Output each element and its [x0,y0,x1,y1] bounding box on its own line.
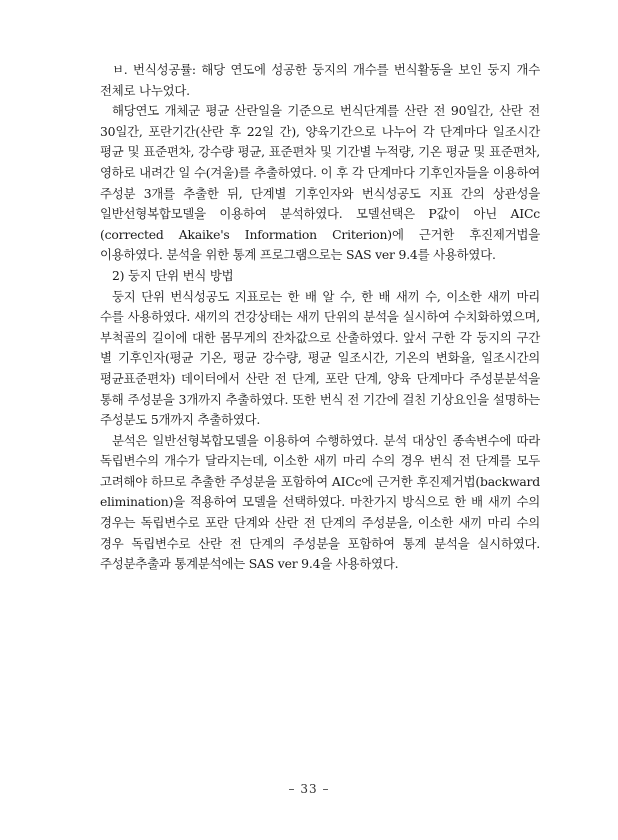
page-number: – 33 – [288,782,330,796]
paragraph-breeding-success-rate: ㅂ. 번식성공률: 해당 연도에 성공한 둥지의 개수를 번식활동을 보인 둥지 개수 전체로 나누었다. [100,62,540,98]
document-body [100,60,540,575]
section-heading-nest-level-method: 2) 둥지 단위 번식 방법 [112,267,234,283]
paragraph-nest-level-indices: 둥지 단위 번식성공도 지표로는 한 배 알 수, 한 배 새끼 수, 이소한 새끼 마리 수를 사용하였다. 새끼의 건강상태는 새끼 단위의 분석을 실시하여 수치화하였으며, 부척골의 길이에 대한 몸무게의 잔차값으로 산출하였다. 앞서 구한 각 둥지의 구간 별 기후인자(평균 기온, 평균 강수량, 평균 일조시간, 기온의 변화율, 일조시간의 평균표준편차) 데이터에서 산란 전 단계, 포란 단계, 양육 단계마다 주성분분석을 통해 주성분을 3개까지 추출하였다. 또한 번식 전 기간에 걸친 기상요인을 설명하는 주성분도 5개까지 추출하였다. [100,288,540,428]
paragraph-analysis-model: 분석은 일반선형복합모델을 이용하여 수행하였다. 분석 대상인 종속변수에 따라 독립변수의 개수가 달라지는데, 이소한 새끼 마리 수의 경우 번식 전 단계를 모두 고려해야 하므로 추출한 주성분을 포함하여 AICc에 근거한 후진제거법(backward elimination)을 적용하여 모델을 선택하였다. 마찬가지 방식으로 한 배 새끼 수의 경우는 독립변수로 포란 단계와 산란 전 단계의 주성분을, 이소한 새끼 마리 수의 경우 독립변수로 산란 전 단계의 주성분을 포함하여 통계 분석을 실시하였다. 주성분추출과 통계분석에는 SAS ver 9.4을 사용하였다. [100,432,540,572]
paragraph-breeding-stage-climate: 해당연도 개체군 평균 산란일을 기준으로 번식단계를 산란 전 90일간, 산란 전 30일간, 포란기간(산란 후 22일 간), 양육기간으로 나누어 각 단계마다 일조시간 평균 및 표준편차, 강수량 평균, 표준편차 및 기간별 누적량, 기온 평균 및 표준편차, 영하로 내려간 일 수(겨울)를 추출하였다. 이 후 각 단계마다 기후인자들을 이용하여 주성분 3개를 추출한 뒤, 단계별 기후인자와 번식성공도 지표 간의 상관성을 일반선형복합모델을 이용하여 분석하였다. 모델선택은 P값이 아닌 AICc (corrected Akaike's Information Criterion)에 근거한 후진제거법을 이용하였다. 분석을 위한 통계 프로그램으로는 SAS ver 9.4를 사용하였다. [100,103,540,263]
